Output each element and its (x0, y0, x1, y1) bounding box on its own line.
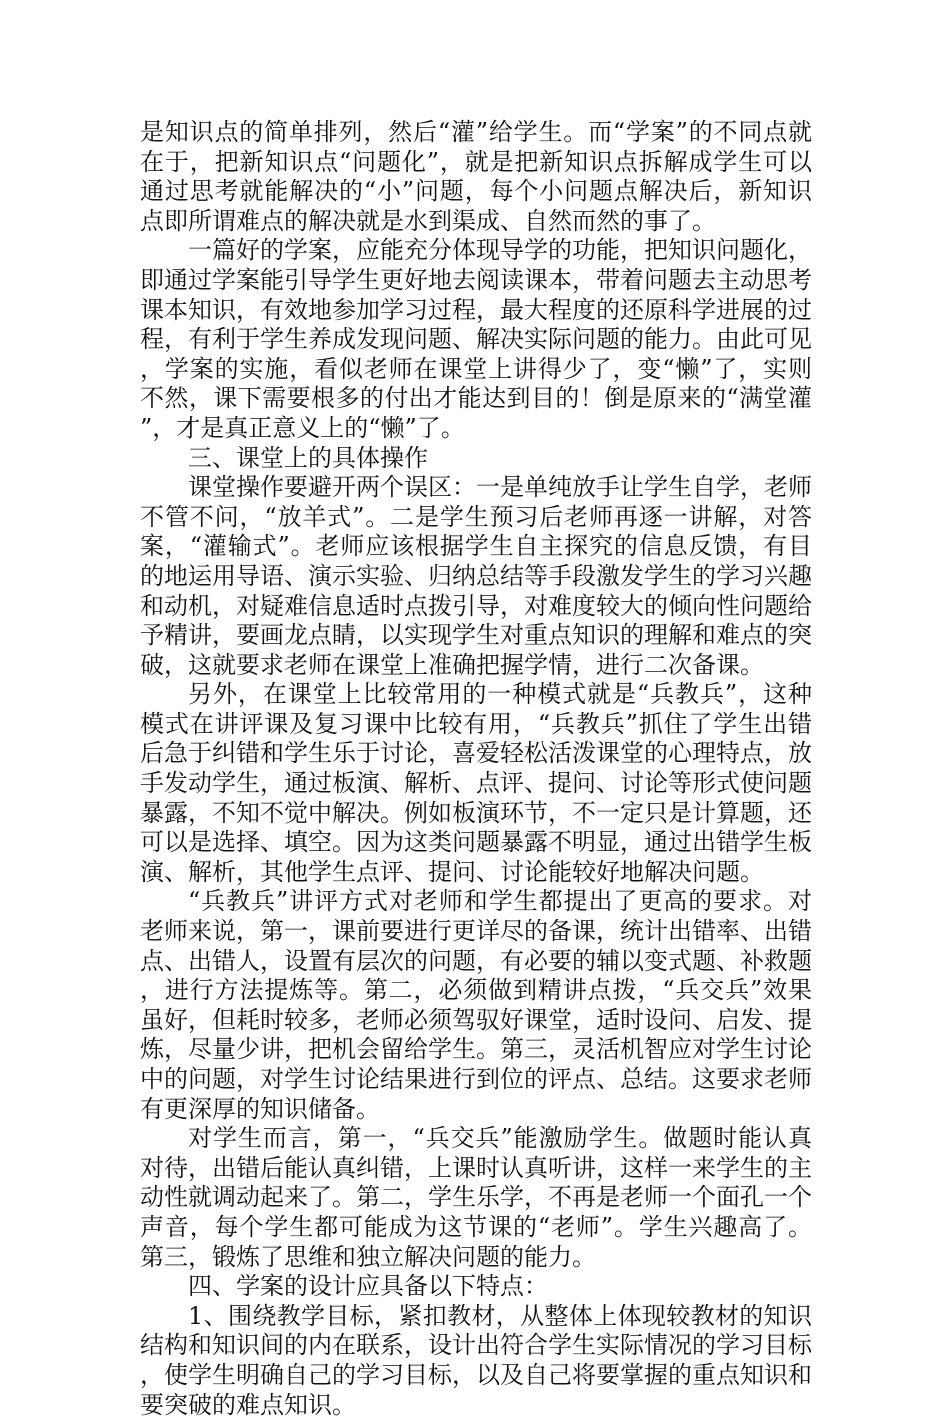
paragraph-avoid-misconceptions: 课堂操作要避开两个误区：一是单纯放手让学生自学，老师不管不问，“放羊式”。二是学生预习后老师再逐一讲解，对答案，“灌输式”。老师应该根据学生自主探究的信息反馈，有目的地运用导语、演示实验、归纳总结等手段激发学生的学习兴趣和动机，对疑难信息适时点拨引导，对难度较大的倾向性问题给予精讲，要画龙点睛，以实现学生对重点知识的理解和难点的突破，这就要求老师在课堂上准确把握学情，进行二次备课。 (140, 473, 812, 679)
section-heading-design-features: 四、学案的设计应具备以下特点： (188, 1272, 548, 1301)
document-page (140, 118, 812, 1420)
paragraph-teacher-requirements: “兵教兵”讲评方式对老师和学生都提出了更高的要求。对老师来说，第一，课前要进行更详尽的备课，统计出错率、出错点、出错人，设置有层次的问题，有必要的辅以变式题、补救题，进行方法提炼等。第二，必须做到精讲点拨，“兵交兵”效果虽好，但耗时较多，老师必须驾驭好课堂，适时设问、启发、提炼，尽量少讲，把机会留给学生。第三，灵活机智应对学生讨论中的问题，对学生讨论结果进行到位的评点、总结。这要求老师有更深厚的知识储备。 (140, 887, 812, 1123)
paragraph-good-study-guide: 一篇好的学案，应能充分体现导学的功能，把知识问题化，即通过学案能引导学生更好地去阅读课本，带着问题去主动思考课本知识，有效地参加学习过程，最大程度的还原科学进展的过程，有利于学生养成发现问题、解决实际问题的能力。由此可见，学案的实施，看似老师在课堂上讲得少了，变“懒”了，实则不然，课下需要根多的付出才能达到目的！倒是原来的“满堂灌”，才是真正意义上的“懒”了。 (140, 236, 812, 442)
section-heading-classroom-operation: 三、课堂上的具体操作 (188, 443, 428, 472)
paragraph-student-benefits: 对学生而言，第一，“兵交兵”能激励学生。做题时能认真对待，出错后能认真纠错，上课时认真听讲，这样一来学生的主动性就调动起来了。第二，学生乐学，不再是老师一个面孔一个声音，每个学生都可能成为这节课的“老师”。学生兴趣高了。第三，锻炼了思维和独立解决问题的能力。 (140, 1124, 812, 1271)
paragraph-peer-teaching-mode: 另外，在课堂上比较常用的一种模式就是“兵教兵”，这种模式在讲评课及复习课中比较有用，“兵教兵”抓住了学生出错后急于纠错和学生乐于讨论，喜爱轻松活泼课堂的心理特点，放手发动学生，通过板演、解析、点评、提问、讨论等形式使问题暴露，不知不觉中解决。例如板演环节，不一定只是计算题，还可以是选择、填空。因为这类问题暴露不明显，通过出错学生板演、解析，其他学生点评、提问、讨论能较好地解决问题。 (140, 680, 812, 886)
paragraph-continuation: 是知识点的简单排列，然后“灌”给学生。而“学案”的不同点就在于，把新知识点“问题化”，就是把新知识点拆解成学生可以通过思考就能解决的“小”问题，每个小问题点解决后，新知识点即所谓难点的解决就是水到渠成、自然而然的事了。 (140, 118, 812, 235)
list-item-teaching-objectives: 1、围绕教学目标，紧扣教材，从整体上体现较教材的知识结构和知识间的内在联系，设计出符合学生实际情况的学习目标，使学生明确自己的学习目标，以及自己将要掌握的重点知识和要突破的难点知识。 (140, 1301, 812, 1419)
